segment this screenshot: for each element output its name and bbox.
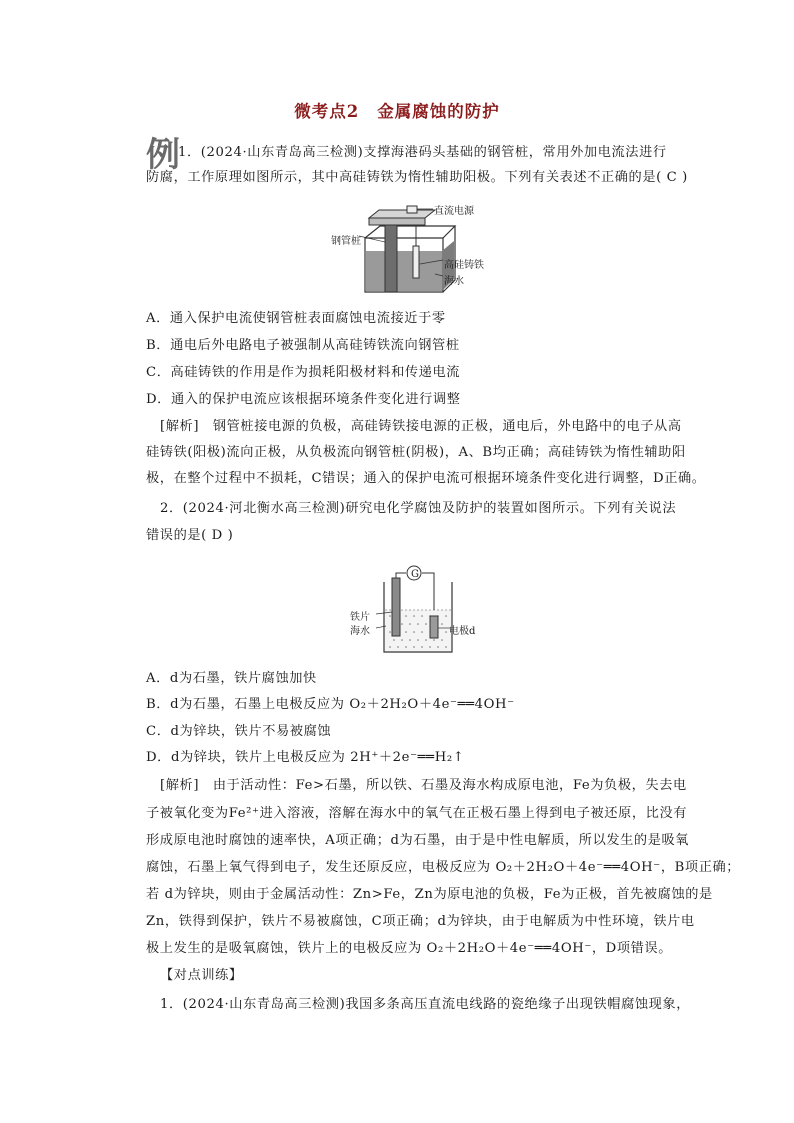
q2-analysis-line5: 若 d为锌块，则由于金属活动性：Zn>Fe，Zn为原电池的负极，Fe为正极，首先被腐蚀的是 xyxy=(146,887,713,902)
iron-sheet xyxy=(392,578,400,636)
seawater-fill xyxy=(366,251,442,291)
q2-analysis-line6: Zn，铁得到保护，铁片不易被腐蚀，C项正确；d为锌块，由于电解质为中性环境，铁片电 xyxy=(146,914,695,929)
q2-option-c: C．d为锌块，铁片不易被腐蚀 xyxy=(146,724,332,739)
galvanometer-label: G xyxy=(411,569,419,580)
section-title xyxy=(0,98,794,122)
q2-option-b: B．d为石墨，石墨上电极反应为 O₂＋2H₂O＋4e⁻══4OH⁻ xyxy=(146,697,515,712)
q1-option-a: A．通入保护电流使钢管桩表面腐蚀电流接近于零 xyxy=(146,311,446,326)
practice-line1: 1．(2024·山东青岛高三检测)我国多条高压直流电线路的瓷绝缘子出现铁帽腐蚀现象， xyxy=(160,997,691,1012)
q1-option-d: D．通入的保护电流应该根据环境条件变化进行调整 xyxy=(146,392,461,407)
label-iron: 高硅铸铁 xyxy=(444,260,484,271)
title-main: 微考点2 xyxy=(294,102,360,121)
q2-analysis-line7: 极上发生的是吸氧腐蚀，铁片上的电极反应为 O₂＋2H₂O＋4e⁻══4OH⁻，D项错误。 xyxy=(146,941,673,956)
electrode-d xyxy=(430,616,438,638)
label-seawater: 海水 xyxy=(444,276,464,287)
label-pile: 钢管桩 xyxy=(331,236,361,247)
q2-analysis-line1: [解析] 由于活动性：Fe>石墨，所以铁、石墨及海水构成原电池，Fe为负极，失去电 xyxy=(160,778,687,793)
q1-analysis-line1: [解析] 钢管桩接电源的负极，高硅铸铁接电源的正极，通电后，外电路中的电子从高 xyxy=(160,419,682,434)
q1-option-c: C．高硅铸铁的作用是作为损耗阳极材料和传递电流 xyxy=(146,365,461,380)
q2-line1: 2．(2024·河北衡水高三检测)研究电化学腐蚀及防护的装置如图所示。下列有关说法 xyxy=(160,501,677,516)
q1-analysis-line3: 极，在整个过程中不损耗，C错误；通入的保护电流可根据环境条件变化进行调整，D正确。 xyxy=(146,471,706,486)
steel-pile xyxy=(385,225,397,292)
q2-analysis-line2: 子被氧化变为Fe²⁺进入溶液，溶解在海水中的氧气在正极石墨上得到电子被还原，比没有 xyxy=(146,806,688,821)
q2-analysis-line3: 形成原电池时腐蚀的速率快，A项正确；d为石墨，由于是中性电解质，所以发生的是吸氧 xyxy=(146,833,690,848)
power-source-box xyxy=(407,206,417,213)
label-power: 直流电源 xyxy=(434,206,474,217)
q1-analysis-line2: 硅铸铁(阳极)流向正极，从负极流向钢管桩(阴极)，A、B均正确；高硅铸铁为惰性辅助阳 xyxy=(146,445,686,460)
q1-option-b: B．通电后外电路电子被强制从高硅铸铁流向钢管桩 xyxy=(146,338,460,353)
q2-option-d: D．d为锌块，铁片上电极反应为 2H⁺＋2e⁻══H₂↑ xyxy=(146,750,465,765)
q2-line2: 错误的是( D ) xyxy=(146,528,234,543)
cast-iron-anode xyxy=(413,246,419,278)
q1-line2: 防腐，工作原理如图所示，其中高硅铸铁为惰性辅助阳极。下列有关表述不正确的是( C ) xyxy=(146,170,688,185)
q2-option-a: A．d为石墨，铁片腐蚀加快 xyxy=(146,671,317,686)
title-sub: 金属腐蚀的防护 xyxy=(377,102,500,121)
q2-analysis-line4: 腐蚀，石墨上氧气得到电子，发生还原反应，电极反应为 O₂＋2H₂O＋4e⁻══4OH⁻，B项正确； xyxy=(146,860,741,875)
label-sheet: 铁片 xyxy=(350,612,370,623)
practice-heading: 【对点训练】 xyxy=(160,968,243,983)
example-mark: 例 xyxy=(146,135,180,175)
label-seawater-2: 海水 xyxy=(350,626,370,637)
q1-line1: 1．(2024·山东青岛高三检测)支撑海港码头基础的钢管桩，常用外加电流法进行 xyxy=(178,145,667,160)
label-electrode: 电极d xyxy=(449,626,476,637)
